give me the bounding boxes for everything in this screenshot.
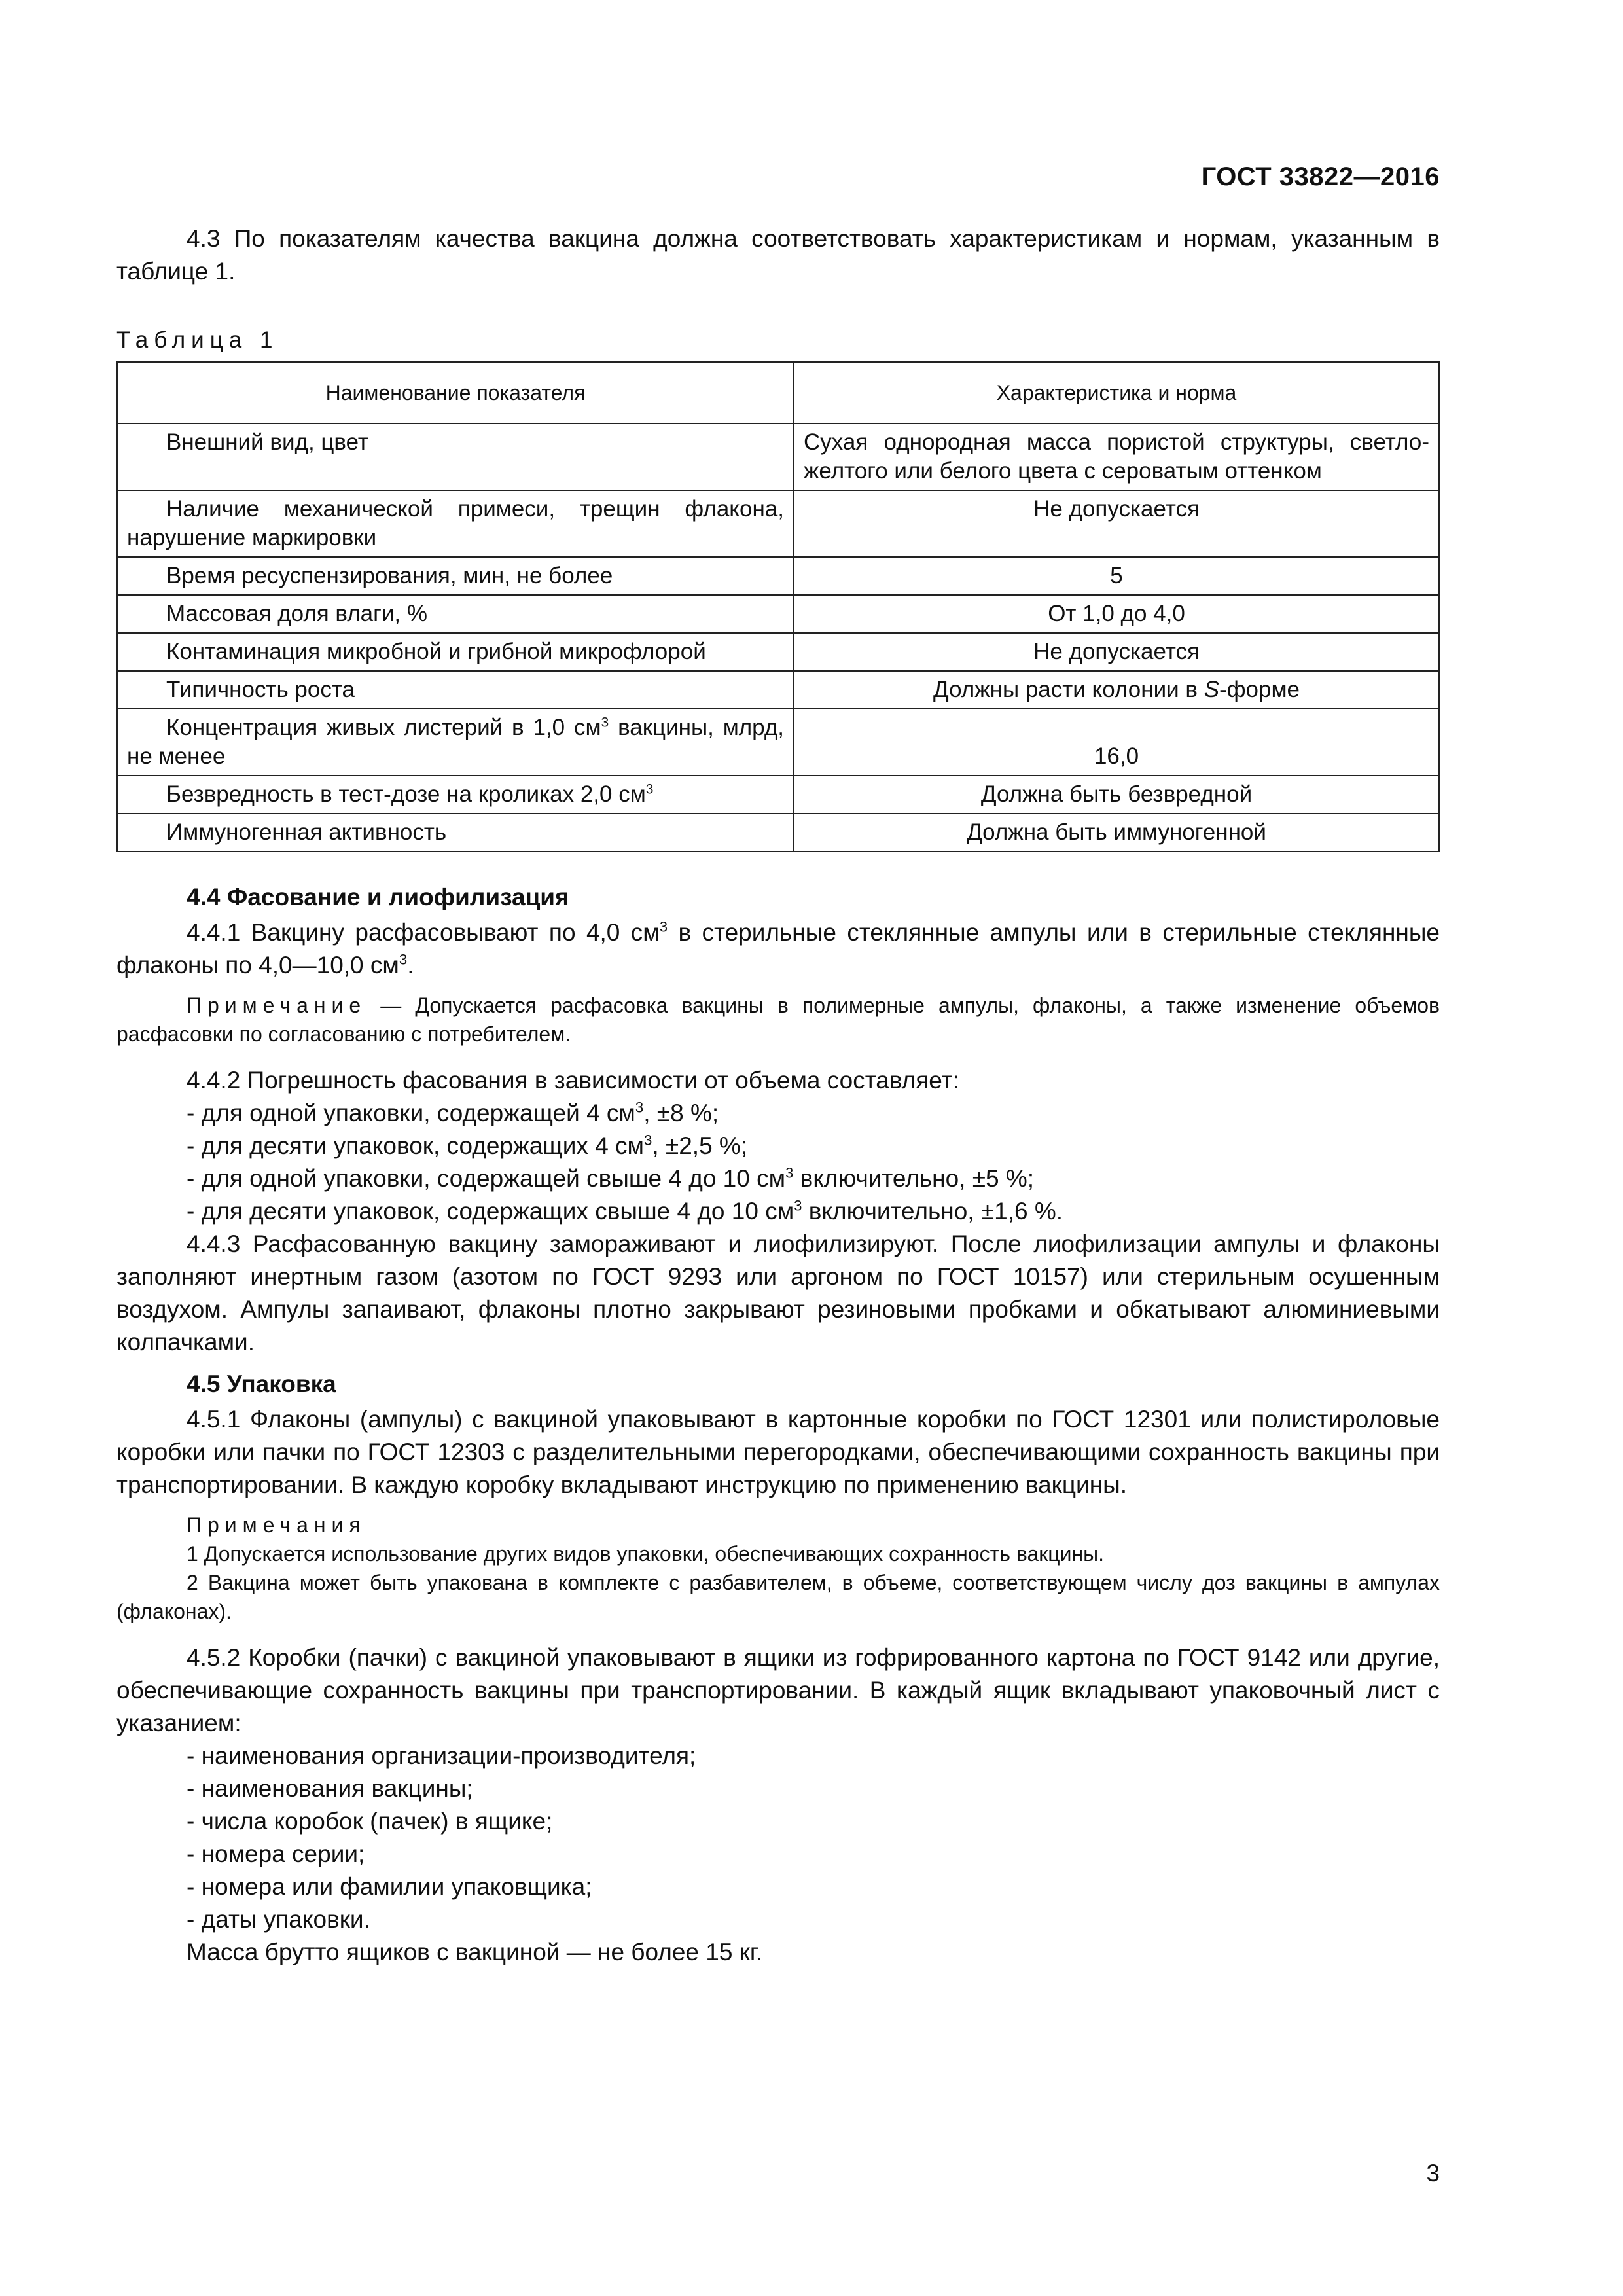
text-segment: . (407, 952, 414, 978)
table-row (117, 423, 1439, 490)
norm-text-suffix: -форме (1219, 677, 1300, 702)
norm-cell: 16,0 (794, 709, 1439, 776)
paragraph-4-3: 4.3 По показателям качества вакцина должна соответствовать характеристикам и нормам, указанным в таблице 1. (116, 225, 1440, 285)
notes-label-text: Примечания (187, 1513, 366, 1537)
superscript: 3 (659, 918, 668, 935)
indicator-text-suffix: вакцины, млрд, не менее (127, 715, 784, 769)
list-item-text: - для одной упаковки, содержащей свыше 4 до 10 см (187, 1165, 786, 1192)
mass-statement: Масса брутто ящиков с вакциной — не более 15 кг. (187, 1939, 763, 1965)
notes-label (116, 1511, 1440, 1539)
indicator-cell: Иммуногенная активность (117, 814, 794, 852)
indicator-text: Безвредность в тест-дозе на кроликах 2,0 см (166, 781, 646, 807)
list-item (116, 1097, 1440, 1130)
table-row (117, 595, 1439, 633)
list-item: - номера серии; (187, 1840, 365, 1867)
note-1: 1 Допускается использование других видов упаковки, обеспечивающих сохранность вакцины. (187, 1542, 1105, 1566)
paragraph-4-5-1: 4.5.1 Флаконы (ампулы) с вакциной упаковывают в картонные коробки по ГОСТ 12301 или полистироловые коробки или пачки по ГОСТ 12303 с разделительными перегородками, обеспечивающими сохранность вакцины при транспортировании. В каждую коробку вкладывают инструкцию по применению вакцины. (116, 1406, 1440, 1498)
superscript: 3 (635, 1099, 644, 1116)
list-item-suffix: , ±8 %; (643, 1100, 719, 1126)
list-item-text: - для десяти упаковок, содержащих 4 см (187, 1132, 644, 1159)
table-header-indicator: Наименование показателя (117, 362, 794, 423)
list-item-suffix: , ±2,5 %; (652, 1132, 748, 1159)
specification-table (116, 361, 1440, 852)
table-row (117, 709, 1439, 776)
indicator-cell: Типичность роста (117, 671, 794, 709)
table-header-row (117, 362, 1439, 423)
section-heading-4-5: 4.5 Упаковка (187, 1371, 336, 1397)
paragraph-4-4-1 (116, 916, 1440, 982)
paragraph-4-4-3: 4.4.3 Расфасованную вакцину замораживают и лиофилизируют. После лиофилизации ампулы и флаконы заполняют инертным газом (азотом по ГОСТ 9293 или аргоном по ГОСТ 10157) или стерильным осушенным воздухом. Ампулы запаивают, флаконы плотно закрывают резиновыми пробками и обкатывают алюминиевыми колпачками. (116, 1230, 1440, 1355)
norm-cell: Должна быть безвредной (794, 776, 1439, 814)
indicator-cell (117, 709, 794, 776)
indicator-cell: Контаминация микробной и грибной микрофлорой (117, 633, 794, 671)
norm-italic-letter: S (1204, 677, 1220, 702)
norm-cell: Сухая однородная масса пористой структуры, светло-желтого или белого цвета с сероватым оттенком (794, 423, 1439, 490)
superscript: 3 (794, 1197, 802, 1214)
list-item: - даты упаковки. (187, 1906, 370, 1933)
list-item: - номера или фамилии упаковщика; (187, 1873, 592, 1900)
table-caption: Таблица 1 (116, 327, 279, 353)
note-text: — Допускается расфасовка вакцины в полимерные ампулы, флаконы, а также изменение объемов расфасовки по согласованию с потребителем. (116, 994, 1440, 1046)
page-number: 3 (1426, 2160, 1440, 2187)
superscript: 3 (644, 1132, 652, 1149)
norm-cell: 5 (794, 557, 1439, 595)
norm-cell: От 1,0 до 4,0 (794, 595, 1439, 633)
table-row (117, 671, 1439, 709)
list-item-text: - для десяти упаковок, содержащих свыше 4 до 10 см (187, 1198, 794, 1225)
norm-cell: Не допускается (794, 633, 1439, 671)
norm-text: Должны расти колонии в (933, 677, 1204, 702)
table-row (117, 490, 1439, 557)
note-label: Примечание (187, 994, 367, 1017)
norm-cell: Не допускается (794, 490, 1439, 557)
paragraph-4-5-2: 4.5.2 Коробки (пачки) с вакциной упаковывают в ящики из гофрированного картона по ГОСТ 9142 или другие, обеспечивающие сохранность вакцины при транспортировании. В каждый ящик вкладывают упаковочный лист с указанием: (116, 1644, 1440, 1736)
list-item-suffix: включительно, ±1,6 %. (802, 1198, 1063, 1225)
list-item (116, 1195, 1440, 1228)
paragraph-4-4-2: 4.4.2 Погрешность фасования в зависимости от объема составляет: (187, 1067, 959, 1094)
indicator-cell: Массовая доля влаги, % (117, 595, 794, 633)
list-item: - наименования вакцины; (187, 1775, 473, 1802)
table-row (117, 557, 1439, 595)
text-segment: 4.4.1 Вакцину расфасовывают по 4,0 см (187, 919, 660, 946)
norm-cell: Должна быть иммуногенной (794, 814, 1439, 852)
document-code: ГОСТ 33822—2016 (1201, 162, 1440, 191)
superscript: 3 (785, 1164, 794, 1181)
table-header-norm: Характеристика и норма (794, 362, 1439, 423)
list-item: - наименования организации-производителя; (187, 1742, 696, 1769)
table-row (117, 776, 1439, 814)
text-segment: в стерильные стеклянные ампулы или в стерильные стеклянные флаконы по 4,0—10,0 см (116, 919, 1440, 978)
list-item (116, 1162, 1440, 1195)
indicator-cell (117, 776, 794, 814)
table-row (117, 633, 1439, 671)
section-heading-4-4: 4.4 Фасование и лиофилизация (187, 884, 569, 910)
indicator-text: Концентрация живых листерий в 1,0 см (166, 715, 601, 740)
list-item (116, 1130, 1440, 1162)
table-row (117, 814, 1439, 852)
indicator-cell: Время ресуспензирования, мин, не более (117, 557, 794, 595)
list-item-text: - для одной упаковки, содержащей 4 см (187, 1100, 635, 1126)
page-content (116, 223, 1440, 1969)
superscript: 3 (601, 715, 609, 730)
list-item: - числа коробок (пачек) в ящике; (187, 1808, 553, 1835)
list-item-suffix: включительно, ±5 %; (793, 1165, 1035, 1192)
norm-cell (794, 671, 1439, 709)
indicator-cell: Внешний вид, цвет (117, 423, 794, 490)
indicator-cell: Наличие механической примеси, трещин флакона, нарушение маркировки (117, 490, 794, 557)
note-4-4-1 (116, 991, 1440, 1049)
superscript: 3 (399, 951, 408, 968)
note-2: 2 Вакцина может быть упакована в комплекте с разбавителем, в объеме, соответствующем числу доз вакцины в ампулах (флаконах). (116, 1571, 1440, 1623)
superscript: 3 (645, 781, 654, 797)
